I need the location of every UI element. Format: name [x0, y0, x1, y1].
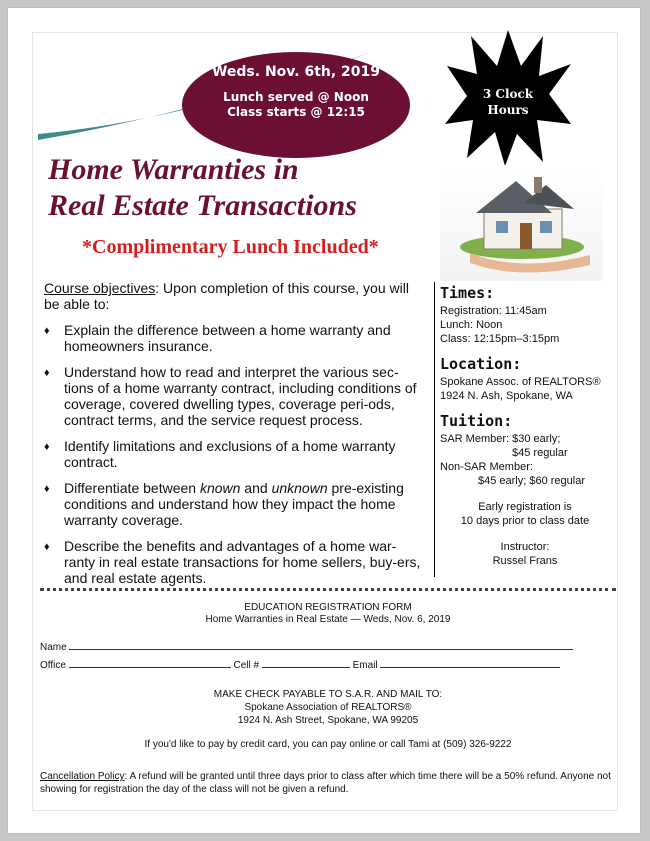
- name-row: [40, 640, 573, 653]
- form-subtitle: Home Warranties in Real Estate — Weds, Nov. 6, 2019: [205, 614, 451, 625]
- location-section: Location: Spokane Assoc. of REALTORS® 1924 N. Ash, Spokane, WA: [440, 355, 610, 403]
- cancellation-policy: [40, 770, 620, 796]
- early-registration-note: Early registration is 10 days prior to class date: [460, 501, 590, 527]
- cell-field[interactable]: [262, 658, 350, 668]
- banner-lunch: Lunch served @ Noon: [223, 90, 369, 104]
- list-item: ♦ Describe the benefits and advantages of a home war-ranty in real estate transactions for home sellers, buy-ers, and real estate agents.: [44, 538, 421, 586]
- office-label: Office: [40, 660, 66, 671]
- times-section: Times: Registration: 11:45am Lunch: Noon Class: 12:15pm–3:15pm: [440, 284, 610, 346]
- location-heading: Location:: [440, 355, 522, 373]
- list-item: ♦ Identify limitations and exclusions of a home warranty contract.: [44, 438, 396, 470]
- list-item: ♦ Explain the difference between a home warranty and homeowners insurance.: [44, 322, 391, 354]
- date-banner: [182, 52, 410, 158]
- clock-hours-label: [470, 86, 546, 118]
- cancellation-text: : A refund will be granted until three days prior to class after which time there will be a 50% refund. Anyone not showing for registration the day of the class will not be given a refund.: [40, 771, 611, 795]
- burst-line1: 3 Clock: [482, 87, 534, 101]
- office-field[interactable]: [69, 658, 231, 668]
- objectives-intro: [44, 280, 424, 312]
- email-label: Email: [352, 660, 378, 671]
- cancellation-label: Cancellation Policy: [40, 771, 125, 782]
- bullet-icon: ♦: [44, 367, 50, 379]
- tuition-section: Tuition: SAR Member: $30 early; $45 regular Non-SAR Member: $45 early; $60 regular: [440, 412, 610, 488]
- title-line1: Home Warranties in: [48, 153, 299, 186]
- objectives-heading: Course objectives: [44, 280, 156, 296]
- instructor-info: Instructor: Russel Frans: [492, 541, 558, 567]
- title-line2: Real Estate Transactions: [48, 189, 357, 222]
- page-title: [48, 152, 357, 224]
- dotted-cut-line: [40, 588, 616, 595]
- registration-form: [40, 602, 616, 750]
- credit-card-note: If you'd like to pay by credit card, you can pay online or call Tami at (509) 326-9222: [144, 739, 512, 750]
- objectives-intro-text: : Upon completion of this course, you will be able to:: [44, 280, 409, 312]
- house-illustration: [440, 165, 603, 281]
- banner-date: Weds. Nov. 6th, 2019: [211, 64, 381, 80]
- bullet-icon: ♦: [44, 441, 50, 453]
- tuition-heading: Tuition:: [440, 412, 513, 430]
- objectives-list: [44, 322, 424, 586]
- contact-row: [40, 658, 560, 671]
- list-item: ♦ Differentiate between known and unknown pre-existing conditions and understand how they impact the home warranty coverage.: [44, 480, 404, 528]
- name-field[interactable]: [69, 640, 573, 650]
- form-title: EDUCATION REGISTRATION FORM: [244, 602, 412, 613]
- house-in-hand-image: [440, 165, 603, 281]
- cell-label: Cell #: [233, 660, 260, 671]
- course-objectives: [44, 280, 424, 596]
- email-field[interactable]: [380, 658, 560, 668]
- name-label: Name: [40, 642, 67, 653]
- mail-instructions: MAKE CHECK PAYABLE TO S.A.R. AND MAIL TO: Spokane Association of REALTORS® 1924 N. Ash Street, Spokane, WA 99205: [213, 689, 443, 726]
- bullet-icon: ♦: [44, 541, 50, 553]
- event-details-sidebar: [440, 284, 610, 568]
- bullet-icon: ♦: [44, 325, 50, 337]
- complimentary-lunch-subtitle: *Complimentary Lunch Included*: [82, 236, 379, 258]
- burst-line2: Hours: [487, 103, 529, 117]
- times-heading: Times:: [440, 284, 495, 302]
- bullet-icon: ♦: [44, 483, 50, 495]
- list-item: ♦ Understand how to read and interpret the various sec-tions of a home warranty contract, including conditions of coverage, covered dwelling types, coverage peri-ods, contract terms, and the service request process.: [44, 364, 417, 428]
- column-divider: [434, 282, 435, 577]
- banner-class-start: Class starts @ 12:15: [227, 105, 365, 119]
